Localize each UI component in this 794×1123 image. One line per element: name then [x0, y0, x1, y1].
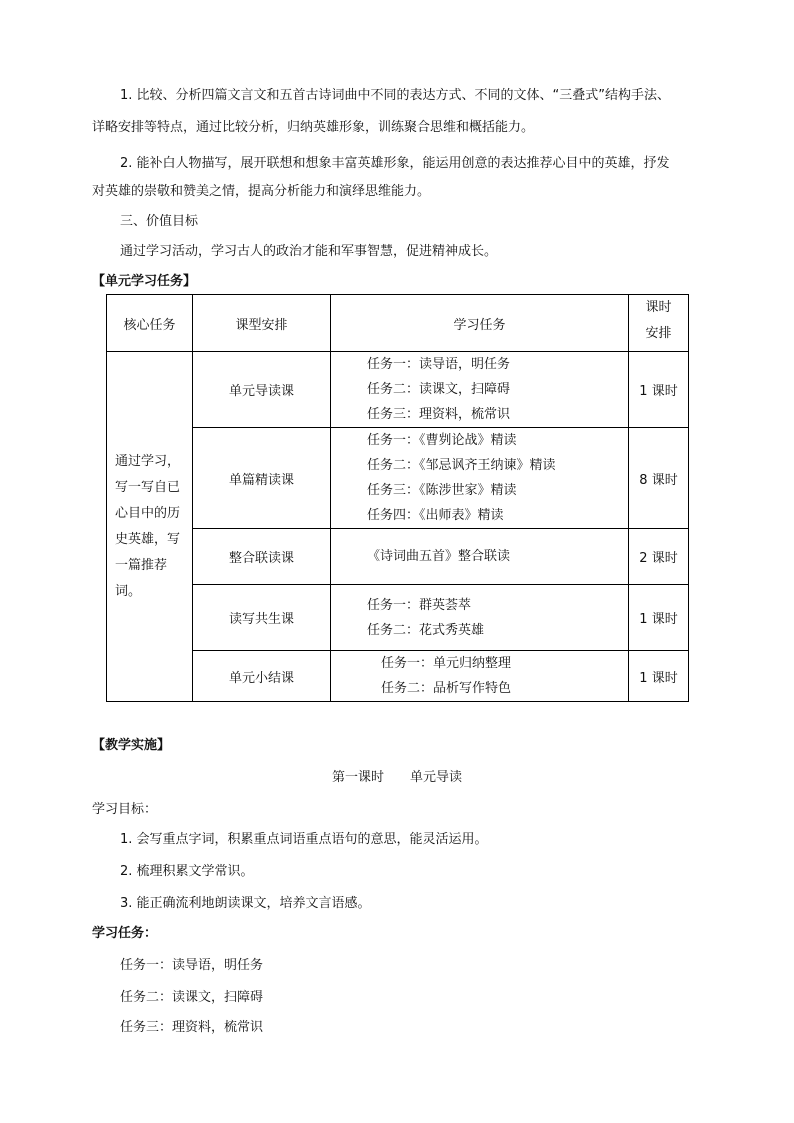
core-task-line: 通过学习，: [115, 453, 181, 469]
lesson-hours: 8 课时: [629, 428, 689, 529]
objective-item: 2. 梳理积累文学常识。: [120, 864, 254, 879]
task-item: 任务三：理资料，梳常识: [367, 407, 511, 422]
core-task-line: 一篇推荐词。: [115, 557, 168, 599]
task-list: [331, 428, 629, 529]
lesson-hours: 1 课时: [629, 585, 689, 651]
objective-1-line-2: 详略安排等特点，通过比较分析，归纳英雄形象，训练聚合思维和概括能力。: [92, 120, 535, 135]
value-goal-text: 通过学习活动，学习古人的政治才能和军事智慧，促进精神成长。: [120, 244, 498, 259]
teaching-heading: 【教学实施】: [92, 738, 171, 753]
task-item: 任务二：读课文，扫障碍: [367, 382, 511, 397]
core-task-line: 史英雄，写: [115, 531, 181, 547]
objective-2-line-2: 对英雄的崇敬和赞美之情，提高分析能力和演绎思维能力。: [92, 184, 431, 199]
lesson-title: 第一课时 单元导读: [331, 770, 462, 785]
task-list: [331, 585, 629, 651]
core-task-line: 写一写自已: [115, 479, 181, 495]
core-task-cell: [107, 352, 193, 702]
task-item: 任务二：《邹忌讽齐王纳谏》精读: [367, 458, 556, 473]
table-row: [107, 651, 689, 702]
lesson-hours: 1 课时: [629, 651, 689, 702]
table-row: [107, 585, 689, 651]
task-item: 任务三：《陈涉世家》精读: [367, 483, 517, 498]
task-item: 任务一：读导语，明任务: [367, 357, 511, 372]
table-row: [107, 428, 689, 529]
task-list: [331, 651, 629, 702]
task-list: [331, 529, 629, 585]
task-list: [331, 352, 629, 428]
task-item: 任务一：单元归纳整理: [381, 656, 512, 671]
task-item: 任务二：品析写作特色: [381, 681, 512, 696]
objectives-label: 学习目标：: [92, 802, 158, 817]
table-row: [107, 352, 689, 428]
lesson-type: 单元小结课: [193, 651, 331, 702]
objective-2-line-1: 2. 能补白人物描写，展开联想和想象丰富英雄形象，能运用创意的表达推荐心目中的英雄，抒发: [120, 156, 670, 171]
header-lesson-type: 课型安排: [193, 295, 331, 352]
table-row: [107, 529, 689, 585]
header-hours-line2: 安排: [645, 326, 672, 341]
task-item: 《诗词曲五首》整合联读: [367, 549, 511, 564]
task-item: 任务四：《出师表》精读: [367, 508, 504, 523]
tasks-label: 学习任务：: [92, 926, 158, 941]
objective-item: 3. 能正确流利地朗读课文，培养文言语感。: [120, 896, 371, 911]
task-item: 任务二：读课文，扫障碍: [120, 990, 264, 1005]
table-header-row: [107, 295, 689, 352]
lesson-type: 读写共生课: [193, 585, 331, 651]
header-core-task: 核心任务: [107, 295, 193, 352]
lesson-hours: 1 课时: [629, 352, 689, 428]
lesson-type: 整合联读课: [193, 529, 331, 585]
value-goal-heading: 三、价值目标: [120, 214, 199, 229]
objective-item: 1. 会写重点字词，积累重点词语重点语句的意思，能灵活运用。: [120, 832, 488, 847]
header-learning-tasks: 学习任务: [331, 295, 629, 352]
header-hours: [629, 295, 689, 352]
unit-task-table: [106, 294, 689, 702]
lesson-type: 单篇精读课: [193, 428, 331, 529]
task-item: 任务三：理资料，梳常识: [120, 1020, 264, 1035]
header-hours-line1: 课时: [645, 300, 672, 315]
objective-1-line-1: 1. 比较、分析四篇文言文和五首古诗词曲中不同的表达方式、不同的文体、“三叠式”结构手法、: [120, 88, 671, 103]
task-item: 任务一：读导语，明任务: [120, 958, 264, 973]
core-task-line: 心目中的历: [115, 505, 181, 521]
lesson-hours: 2 课时: [629, 529, 689, 585]
lesson-type: 单元导读课: [193, 352, 331, 428]
unit-tasks-heading: 【单元学习任务】: [92, 274, 197, 289]
task-item: 任务一：《曹刿论战》精读: [367, 433, 517, 448]
task-item: 任务二：花式秀英雄: [367, 622, 485, 638]
task-item: 任务一：群英荟萃: [367, 597, 472, 613]
